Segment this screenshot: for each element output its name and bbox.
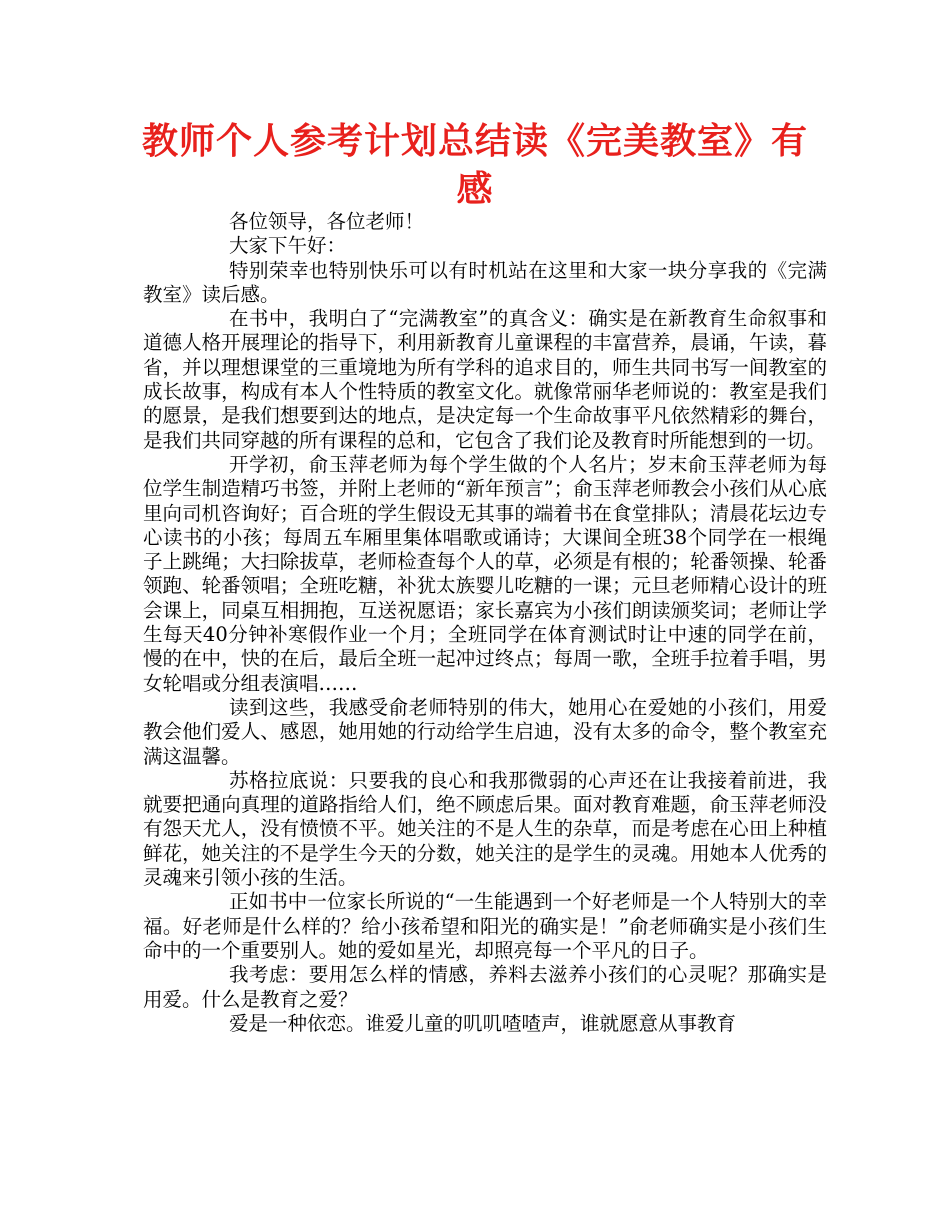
paragraph: 读到这些，我感受俞老师特别的伟大，她用心在爱她的小孩们，用爱教会他们爱人、感恩，她用她的行动给学生启迪，没有太多的命令，整个教室充满这温馨。 [143,695,827,768]
paragraph: 大家下午好： [229,234,347,258]
paragraph: 各位领导，各位老师！ [229,210,425,233]
paragraph: 苏格拉底说：只要我的良心和我那微弱的心声还在让我接着前进，我就要把通向真理的道路指给人们，绝不顾虑后果。面对教育难题，俞玉萍老师没有怨天尤人，没有愤愤不平。她关注的不是人生的杂草，而是考虑在心田上种植鲜花，她关注的不是学生今天的分数，她关注的是学生的灵魂。用她本人优秀的灵魂来引领小孩的生活。 [143,768,827,890]
document-body [143,210,827,1036]
paragraph: 在书中，我明白了“完满教室”的真含义：确实是在新教育生命叙事和道德人格开展理论的指导下，利用新教育儿童课程的丰富营养，晨诵，午读，暮省，并以理想课堂的三重境地为所有学科的追求目的，师生共同书写一间教室的成长故事，构成有本人个性特质的教室文化。就像常丽华老师说的：教室是我们的愿景，是我们想要到达的地点，是决定每一个生命故事平凡依然精彩的舞台，是我们共同穿越的所有课程的总和，它包含了我们论及教育时所能想到的一切。 [143,307,827,452]
paragraph: 我考虑：要用怎么样的情感，养料去滋养小孩们的心灵呢？那确实是用爱。什么是教育之爱？ [143,963,827,1011]
paragraph: 爱是一种依恋。谁爱儿童的叽叽喳喳声，谁就愿意从事教育 [229,1011,737,1035]
document-title: 教师个人参考计划总结读《完美教室》有感 [141,121,808,210]
paragraph: 正如书中一位家长所说的“一生能遇到一个好老师是一个人特别大的幸福。好老师是什么样的？给小孩希望和阳光的确实是！”俞老师确实是小孩们生命中的一个重要别人。她的爱如星光，却照亮每一个平凡的日子。 [143,890,827,962]
paragraph: 特别荣幸也特别快乐可以有时机站在这里和大家一块分享我的《完满教室》读后感。 [143,258,827,306]
paragraph: 开学初，俞玉萍老师为每个学生做的个人名片；岁末俞玉萍老师为每位学生制造精巧书签，并附上老师的“新年预言”；俞玉萍老师教会小孩们从心底里向司机咨询好；百合班的学生假设无其事的端着书在食堂排队；清晨花坛边专心读书的小孩；每周五车厢里集体唱歌或诵诗；大课间全班38个同学在一根绳子上跳绳；大扫除拔草，老师检查每个人的草，必须是有根的；轮番领操、轮番领跑、轮番领唱；全班吃糖，补犹太族婴儿吃糖的一课；元旦老师精心设计的班会课上，同桌互相拥抱，互送祝愿语；家长嘉宾为小孩们朗读颁奖词；老师让学生每天40分钟补寒假作业一个月；全班同学在体育测试时让中速的同学在前，慢的在中，快的在后，最后全班一起冲过终点；每周一歌，全班手拉着手唱，男女轮唱或分组表演唱…… [143,452,827,695]
